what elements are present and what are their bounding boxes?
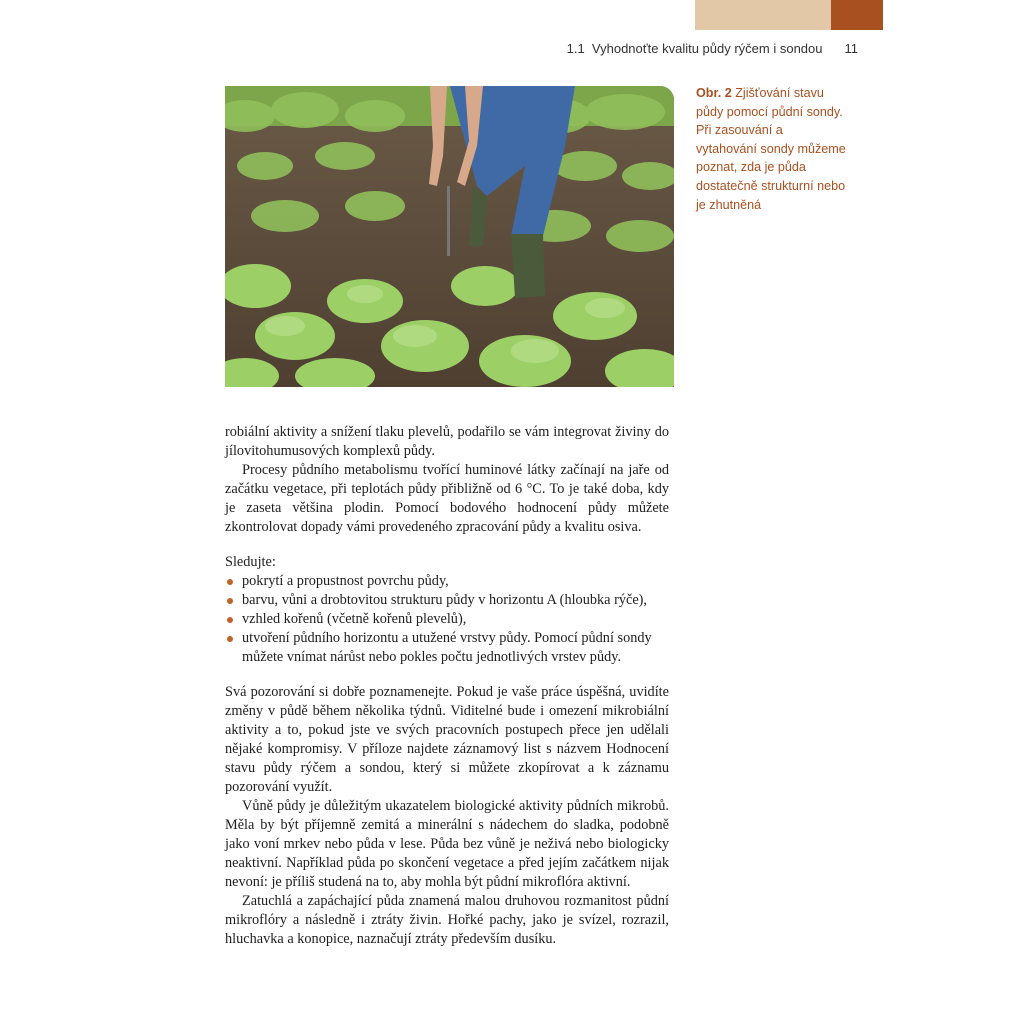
paragraph-5: Zatuchlá a zapáchající půda znamená malou druhovou rozmanitost půdní mikroflóry a následně i ztráty živin. Hořké pachy, jako je svízel, rozrazil, hluchavka a konopice, naznačují ztráty především dusíku. [225,893,669,947]
running-head [520,38,858,58]
text-block-main [225,683,669,949]
paragraph-1: robiální aktivity a snížení tlaku plevelů, podařilo se vám integrovat živiny do jílovitohumusových komplexů půdy. [225,424,669,459]
field-photo-illustration [225,86,674,387]
list-item: barvu, vůni a drobtovitou strukturu půdy v horizontu A (hloubka rýče), [225,591,669,610]
page-number: 11 [844,40,858,56]
paragraph-4: Vůně půdy je důležitým ukazatelem biologické aktivity půdních mikrobů. Měla by být příjemně zemitá a minerální s nádechem do sladka, podobně jako voní mrkev nebo půda v lese. Půda bez vůně je neživá nebo biologicky neaktivní. Například půda po skončení vegetace a před jejím začátkem nijak nevoní: je příliš studená na to, aby mohla být půdní mikroflóra aktivní. [225,798,669,890]
section-title: 1.1 Vyhodnoťte kvalitu půdy rýčem i sondou [566,40,823,56]
paragraph-2: Procesy půdního metabolismu tvořící huminové látky začínají na jaře od začátku vegetace, při teplotách půdy přibližně od 6 °C. To je také doba, kdy je zaseta většina plodin. Pomocí bodového hodnocení půdy můžete zkontrolovat dopady vámi provedeného zpracování půdy a kvalitu osiva. [225,462,669,535]
text-block-intro [225,423,669,537]
observe-list-block [225,553,669,667]
figure-label: Obr. 2 [696,86,732,100]
list-item: pokrytí a propustnost povrchu půdy, [225,572,669,591]
figure-caption [696,84,846,214]
observe-list [225,572,669,667]
figure-photo [225,86,674,387]
header-tab-light [695,0,831,30]
header-tab-dark [831,0,883,30]
paragraph-3: Svá pozorování si dobře poznamenejte. Pokud je vaše práce úspěšná, uvidíte změny v půdě během několika týdnů. Viditelné bude i omezení mikrobiální aktivity a to, pokud jste ve svých pracovních postupech přece jen udělali nějaké kompromisy. V příloze najdete záznamový list s názvem Hodnocení stavu půdy rýčem a sondou, který si můžete zkopírovat a k záznamu pozorování využít. [225,684,669,795]
list-item: utvoření půdního horizontu a utužené vrstvy půdy. Pomocí půdní sondy můžete vnímat nárůst nebo pokles počtu jednotlivých vrstev půdy. [225,629,669,667]
observe-label: Sledujte: [225,554,276,570]
list-item: vzhled kořenů (včetně kořenů plevelů), [225,610,669,629]
figure-caption-text: Zjišťování stavu půdy pomocí půdní sondy. Při zasouvání a vytahování sondy můžeme poznat, zda je půda dostatečně strukturní nebo je zhutněná [696,86,846,212]
